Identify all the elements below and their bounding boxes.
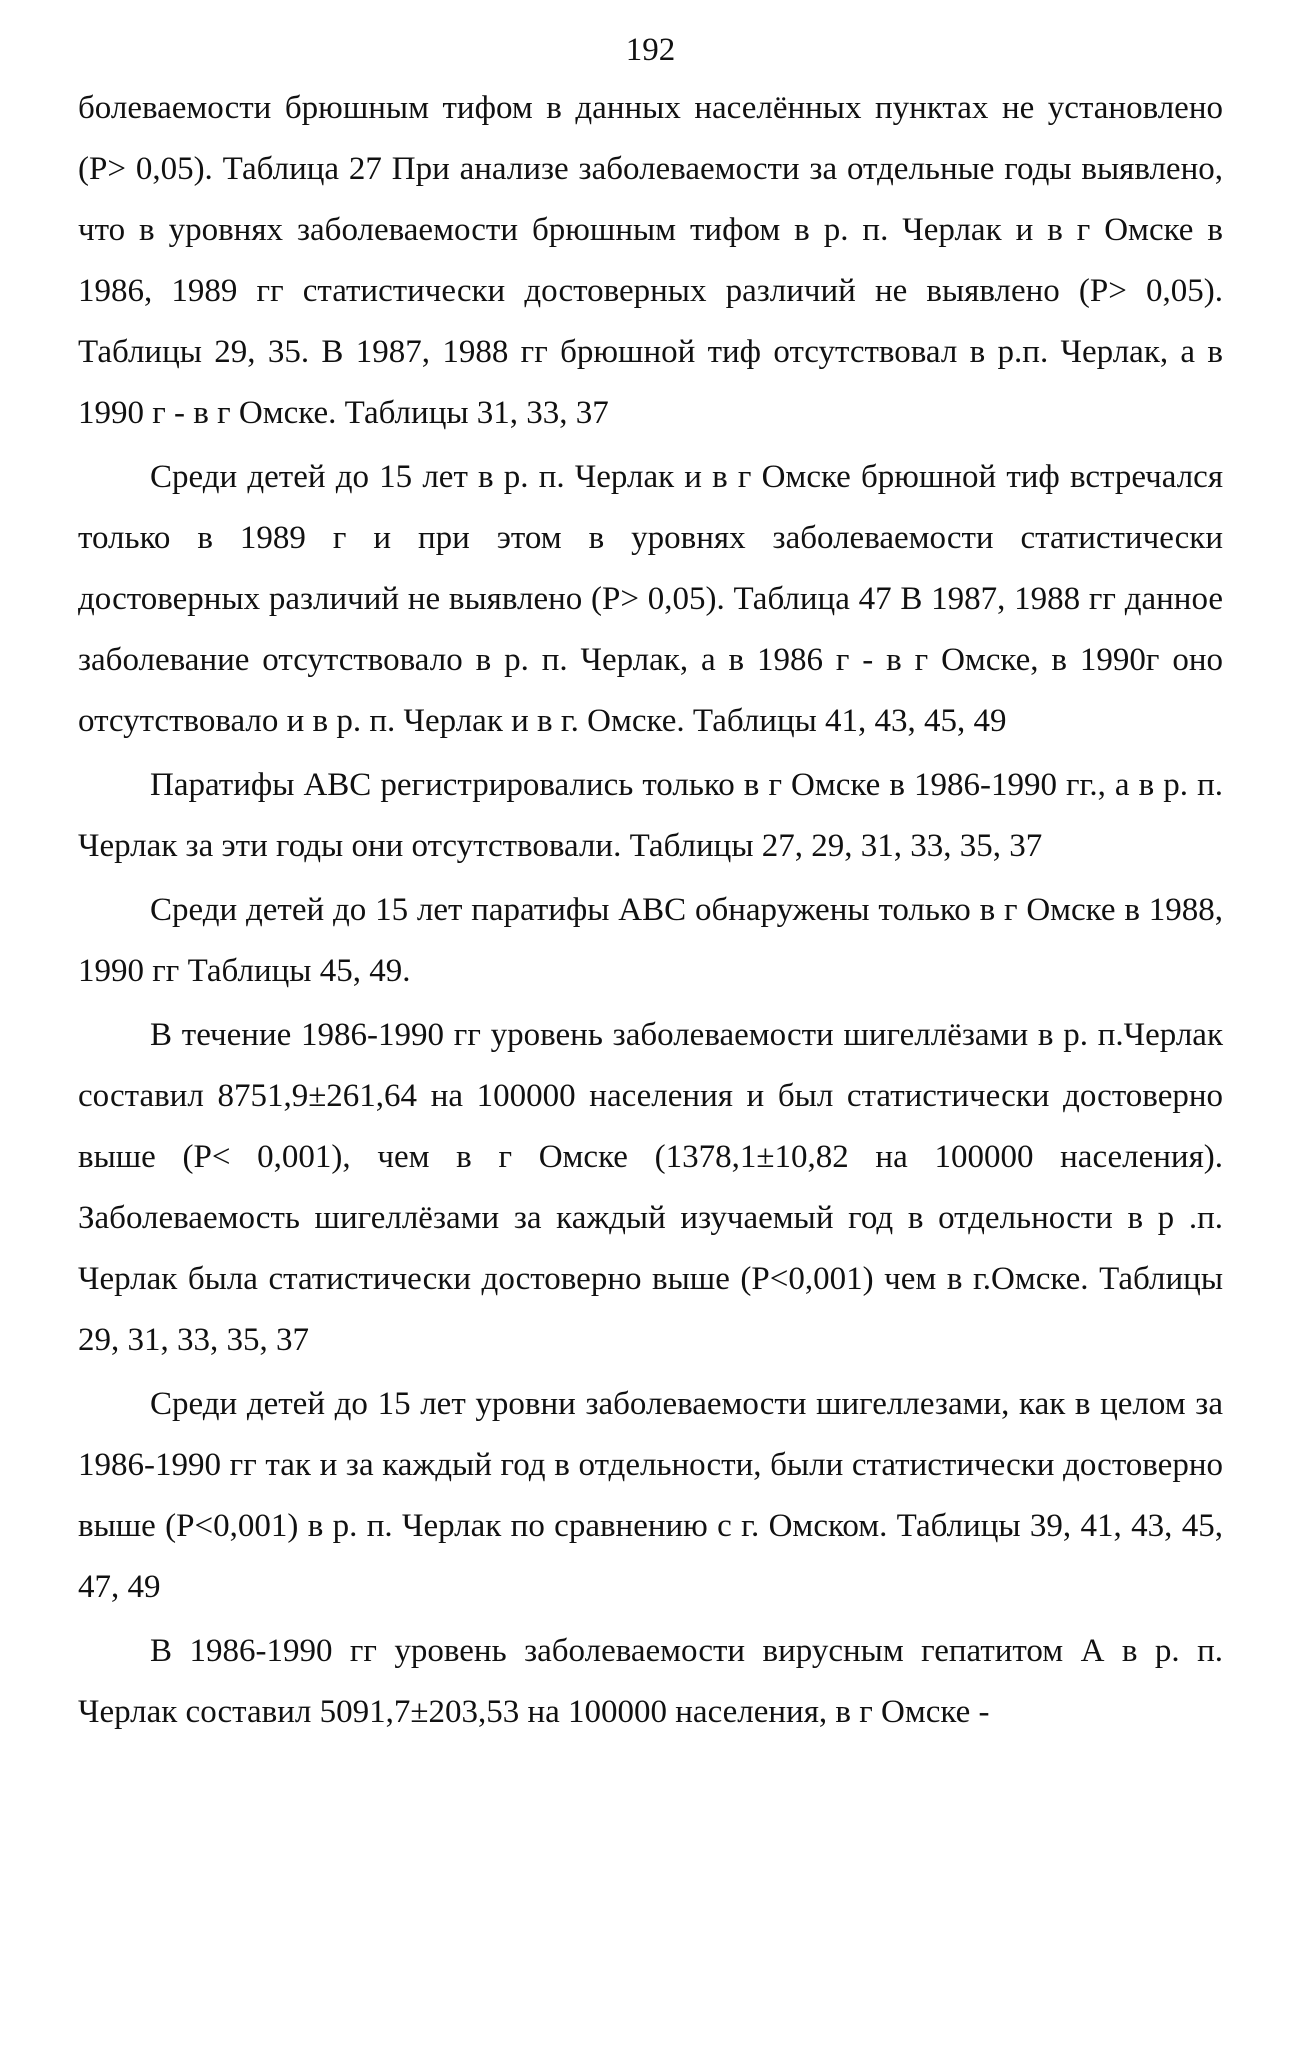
paragraph-typhoid-summary: болеваемости брюшным тифом в данных населённых пунктах не установлено (P> 0,05). Таблица 27 При анализе заболеваемости за отдельные годы выявлено, что в уровнях заболеваемости брюшным тифом в р. п. Черлак и в г Омске в 1986, 1989 гг статистически достоверных различий не выявлено (P> 0,05). Таблицы 29, 35. В 1987, 1988 гг брюшной тиф отсутствовал в р.п. Черлак, а в 1990 г - в г Омске. Таблицы 31, 33, 37 [78, 90, 1223, 431]
paragraph-shigellosis-children: Среди детей до 15 лет уровни заболеваемости шигеллезами, как в целом за 1986-1990 гг так и за каждый год в отдельности, были статистически достоверно выше (P<0,001) в р. п. Черлак по сравнению с г. Омском. Таблицы 39, 41, 43, 45, 47, 49 [78, 1386, 1223, 1605]
page-number: 192 [625, 32, 676, 68]
paragraph-hepatitis-a: В 1986-1990 гг уровень заболеваемости вирусным гепатитом А в р. п. Черлак составил 5091,7±203,53 на 100000 населения, в г Омске - [78, 1633, 1223, 1730]
paragraph-paratyphoid-children: Среди детей до 15 лет паратифы ABC обнаружены только в г Омске в 1988, 1990 гг Таблицы 45, 49. [78, 892, 1223, 989]
paragraph-shigellosis: В течение 1986-1990 гг уровень заболеваемости шигеллёзами в р. п.Черлак составил 8751,9±261,64 на 100000 населения и был статистически достоверно выше (P< 0,001), чем в г Омске (1378,1±10,82 на 100000 населения). Заболеваемость шигеллёзами за каждый изучаемый год в отдельности в р .п. Черлак была статистически достоверно выше (P<0,001) чем в г.Омске. Таблицы 29, 31, 33, 35, 37 [78, 1017, 1223, 1358]
paragraph-paratyphoid: Паратифы ABC регистрировались только в г Омске в 1986-1990 гг., а в р. п. Черлак за эти годы они отсутствовали. Таблицы 27, 29, 31, 33, 35, 37 [78, 767, 1223, 864]
paragraph-typhoid-children: Среди детей до 15 лет в р. п. Черлак и в г Омске брюшной тиф встречался только в 1989 г и при этом в уровнях заболеваемости статистически достоверных различий не выявлено (P> 0,05). Таблица 47 В 1987, 1988 гг данное заболевание отсутствовало в р. п. Черлак, а в 1986 г - в г Омске, в 1990г оно отсутствовало и в р. п. Черлак и в г. Омске. Таблицы 41, 43, 45, 49 [78, 459, 1223, 739]
document-page [78, 30, 1223, 1743]
